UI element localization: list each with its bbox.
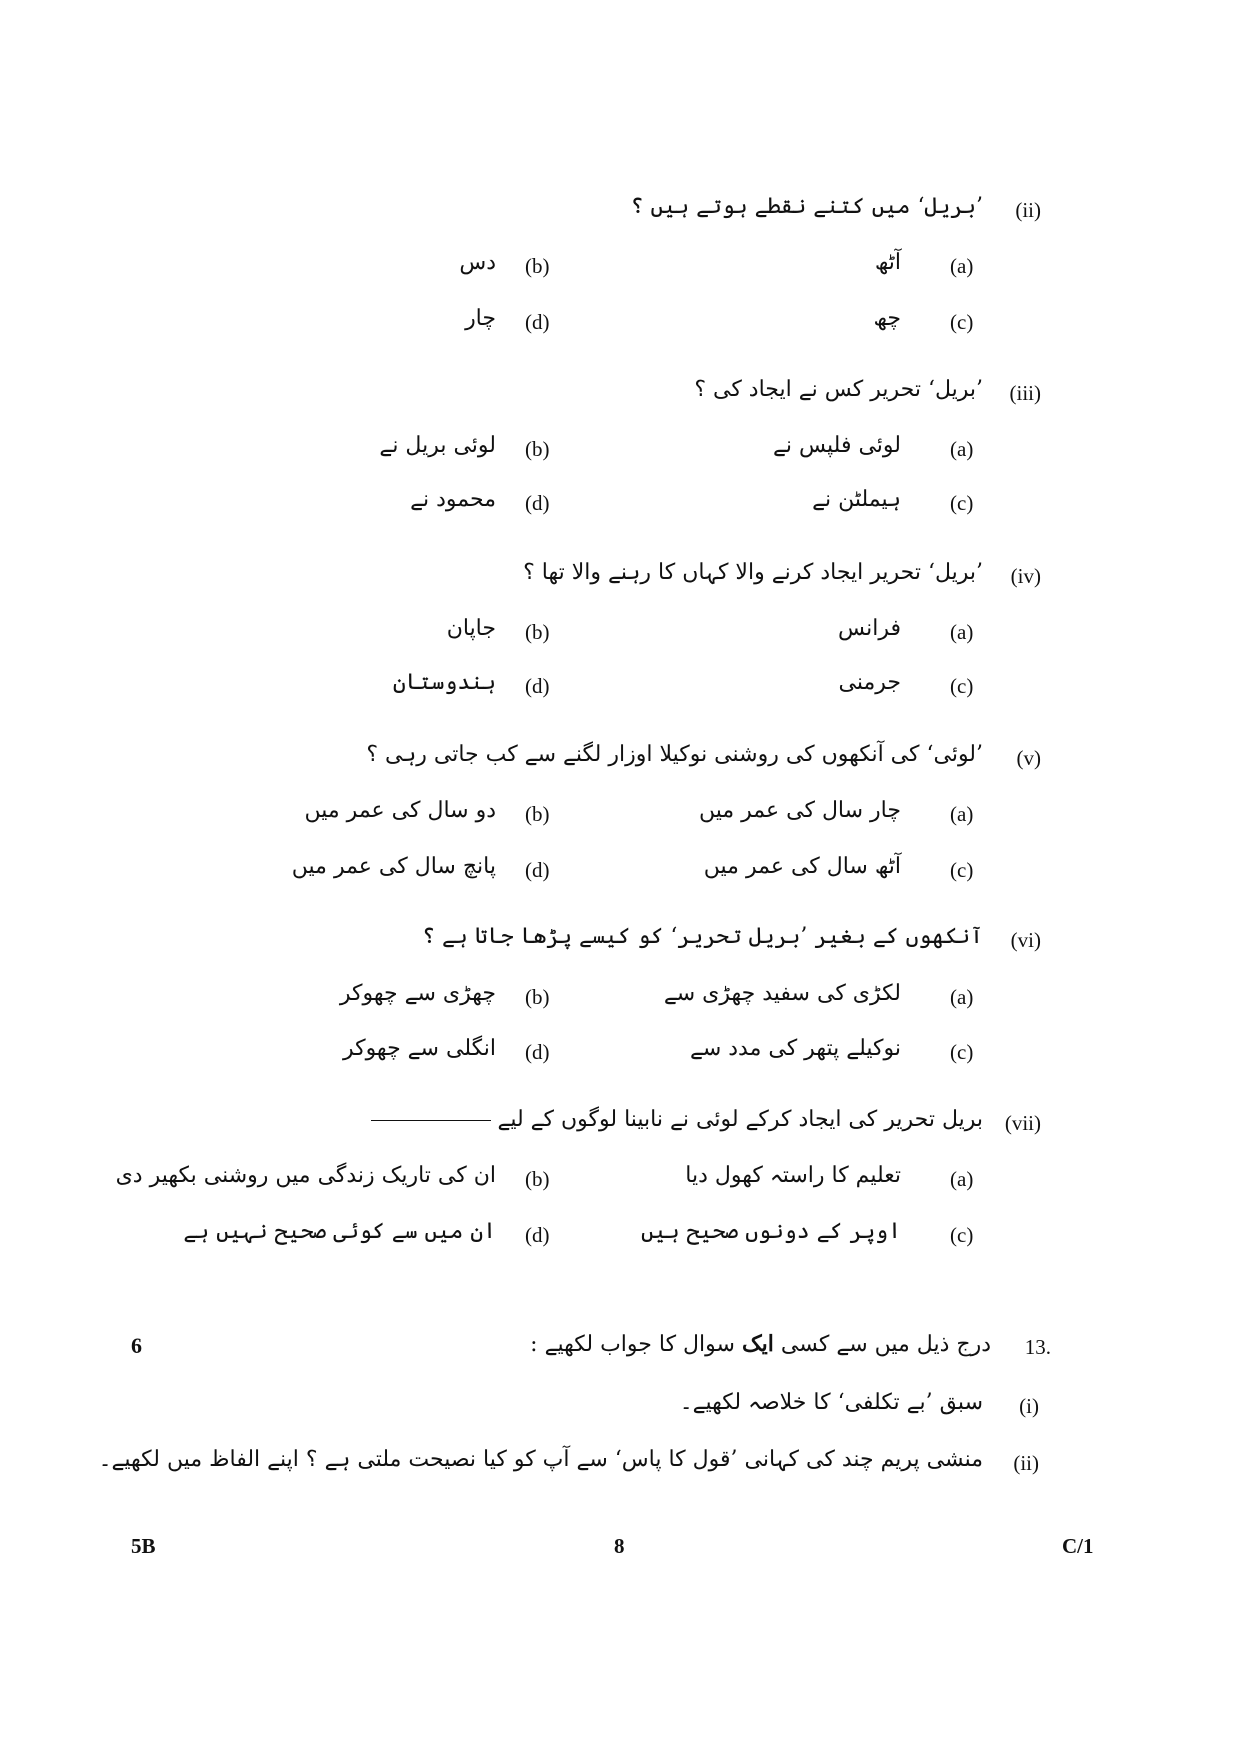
question-text: درج ذیل میں سے کسی ایک سوال کا جواب لکھیے : bbox=[530, 1331, 991, 1357]
option-text: چار bbox=[465, 306, 496, 331]
marks: 6 bbox=[131, 1333, 142, 1358]
option-label: (b) bbox=[525, 437, 550, 461]
option-label: (c) bbox=[950, 310, 974, 334]
option-text: ہیملٹن نے bbox=[812, 487, 901, 512]
option-label: (a) bbox=[950, 802, 974, 826]
option-label: (c) bbox=[950, 491, 974, 515]
page-number: 8 bbox=[614, 1534, 625, 1558]
option-text: ہندوستان bbox=[392, 670, 496, 695]
option-label: (a) bbox=[950, 437, 974, 461]
footer-set: C/1 bbox=[1062, 1534, 1094, 1558]
question-text: ’بریل‘ تحریر کس نے ایجاد کی ؟ bbox=[694, 377, 983, 402]
option-label: (a) bbox=[950, 620, 974, 644]
question-text: بریل تحریر کی ایجاد کرکے لوئی نے نابینا لوگوں کے لیے bbox=[497, 1107, 983, 1132]
question-number: (iv) bbox=[1010, 564, 1041, 588]
question-number: (vi) bbox=[1010, 928, 1041, 952]
option-text: انگلی سے چھوکر bbox=[342, 1036, 496, 1061]
option-label: (c) bbox=[950, 1223, 974, 1247]
option-text: دس bbox=[459, 250, 496, 275]
sub-question-text: منشی پریم چند کی کہانی ’قول کا پاس‘ سے آپ کو کیا نصیحت ملتی ہے ؟ اپنے الفاظ میں لکھیے۔ bbox=[98, 1447, 983, 1472]
option-text: چھ bbox=[873, 306, 901, 331]
option-text: تعلیم کا راستہ کھول دیا bbox=[685, 1163, 901, 1188]
option-text: چار سال کی عمر میں bbox=[699, 798, 901, 823]
question-number: 13. bbox=[1024, 1335, 1051, 1359]
option-text: جرمنی bbox=[838, 670, 901, 695]
option-label: (d) bbox=[525, 858, 550, 882]
question-text: ’بریل‘ میں کتنے نقطے ہوتے ہیں ؟ bbox=[630, 194, 983, 219]
option-text: آٹھ bbox=[874, 250, 901, 275]
option-text: لوئی فلپس نے bbox=[772, 433, 901, 458]
question-text: ’بریل‘ تحریر ایجاد کرنے والا کہاں کا رہنے والا تھا ؟ bbox=[523, 560, 983, 585]
option-text: اوپر کے دونوں صحیح ہیں bbox=[640, 1219, 901, 1244]
option-text: جاپان bbox=[446, 616, 496, 641]
option-text: فرانس bbox=[838, 616, 901, 641]
option-label: (b) bbox=[525, 985, 550, 1009]
option-label: (c) bbox=[950, 858, 974, 882]
option-text: آٹھ سال کی عمر میں bbox=[703, 854, 901, 879]
emphasis-word: ایک bbox=[741, 1331, 774, 1357]
option-label: (c) bbox=[950, 1040, 974, 1064]
sub-question-number: (i) bbox=[1019, 1394, 1039, 1418]
option-label: (d) bbox=[525, 1223, 550, 1247]
option-label: (d) bbox=[525, 310, 550, 334]
answer-blank bbox=[371, 1120, 491, 1121]
option-text: لکڑی کی سفید چھڑی سے bbox=[663, 981, 901, 1006]
option-label: (b) bbox=[525, 802, 550, 826]
question-number: (v) bbox=[1016, 746, 1041, 770]
option-text: دو سال کی عمر میں bbox=[304, 798, 496, 823]
option-text: لوئی بریل نے bbox=[379, 433, 496, 458]
option-text: ان میں سے کوئی صحیح نہیں ہے bbox=[183, 1219, 496, 1244]
option-label: (b) bbox=[525, 254, 550, 278]
option-label: (b) bbox=[525, 620, 550, 644]
option-label: (d) bbox=[525, 674, 550, 698]
sub-question-text: سبق ’بے تکلفی‘ کا خلاصہ لکھیے۔ bbox=[679, 1390, 983, 1415]
option-text: چھڑی سے چھوکر bbox=[339, 981, 496, 1006]
option-label: (a) bbox=[950, 985, 974, 1009]
option-label: (c) bbox=[950, 674, 974, 698]
sub-question-number: (ii) bbox=[1013, 1451, 1039, 1475]
option-label: (d) bbox=[525, 1040, 550, 1064]
option-text: نوکیلے پتھر کی مدد سے bbox=[689, 1036, 901, 1061]
option-label: (a) bbox=[950, 254, 974, 278]
option-label: (a) bbox=[950, 1167, 974, 1191]
question-number: (vii) bbox=[1004, 1111, 1041, 1135]
question-number: (iii) bbox=[1009, 381, 1041, 405]
option-text: محمود نے bbox=[410, 487, 496, 512]
question-number: (ii) bbox=[1015, 198, 1041, 222]
option-label: (d) bbox=[525, 491, 550, 515]
footer-code: 5B bbox=[131, 1534, 156, 1558]
question-text: آنکھوں کے بغیر ’بریل تحریر‘ کو کیسے پڑھا جاتا ہے ؟ bbox=[422, 924, 983, 949]
option-label: (b) bbox=[525, 1167, 550, 1191]
option-text: ان کی تاریک زندگی میں روشنی بکھیر دی bbox=[115, 1163, 496, 1188]
option-text: پانچ سال کی عمر میں bbox=[291, 854, 496, 879]
question-text: ’لوئی‘ کی آنکھوں کی روشنی نوکیلا اوزار لگنے سے کب جاتی رہی ؟ bbox=[366, 742, 983, 767]
